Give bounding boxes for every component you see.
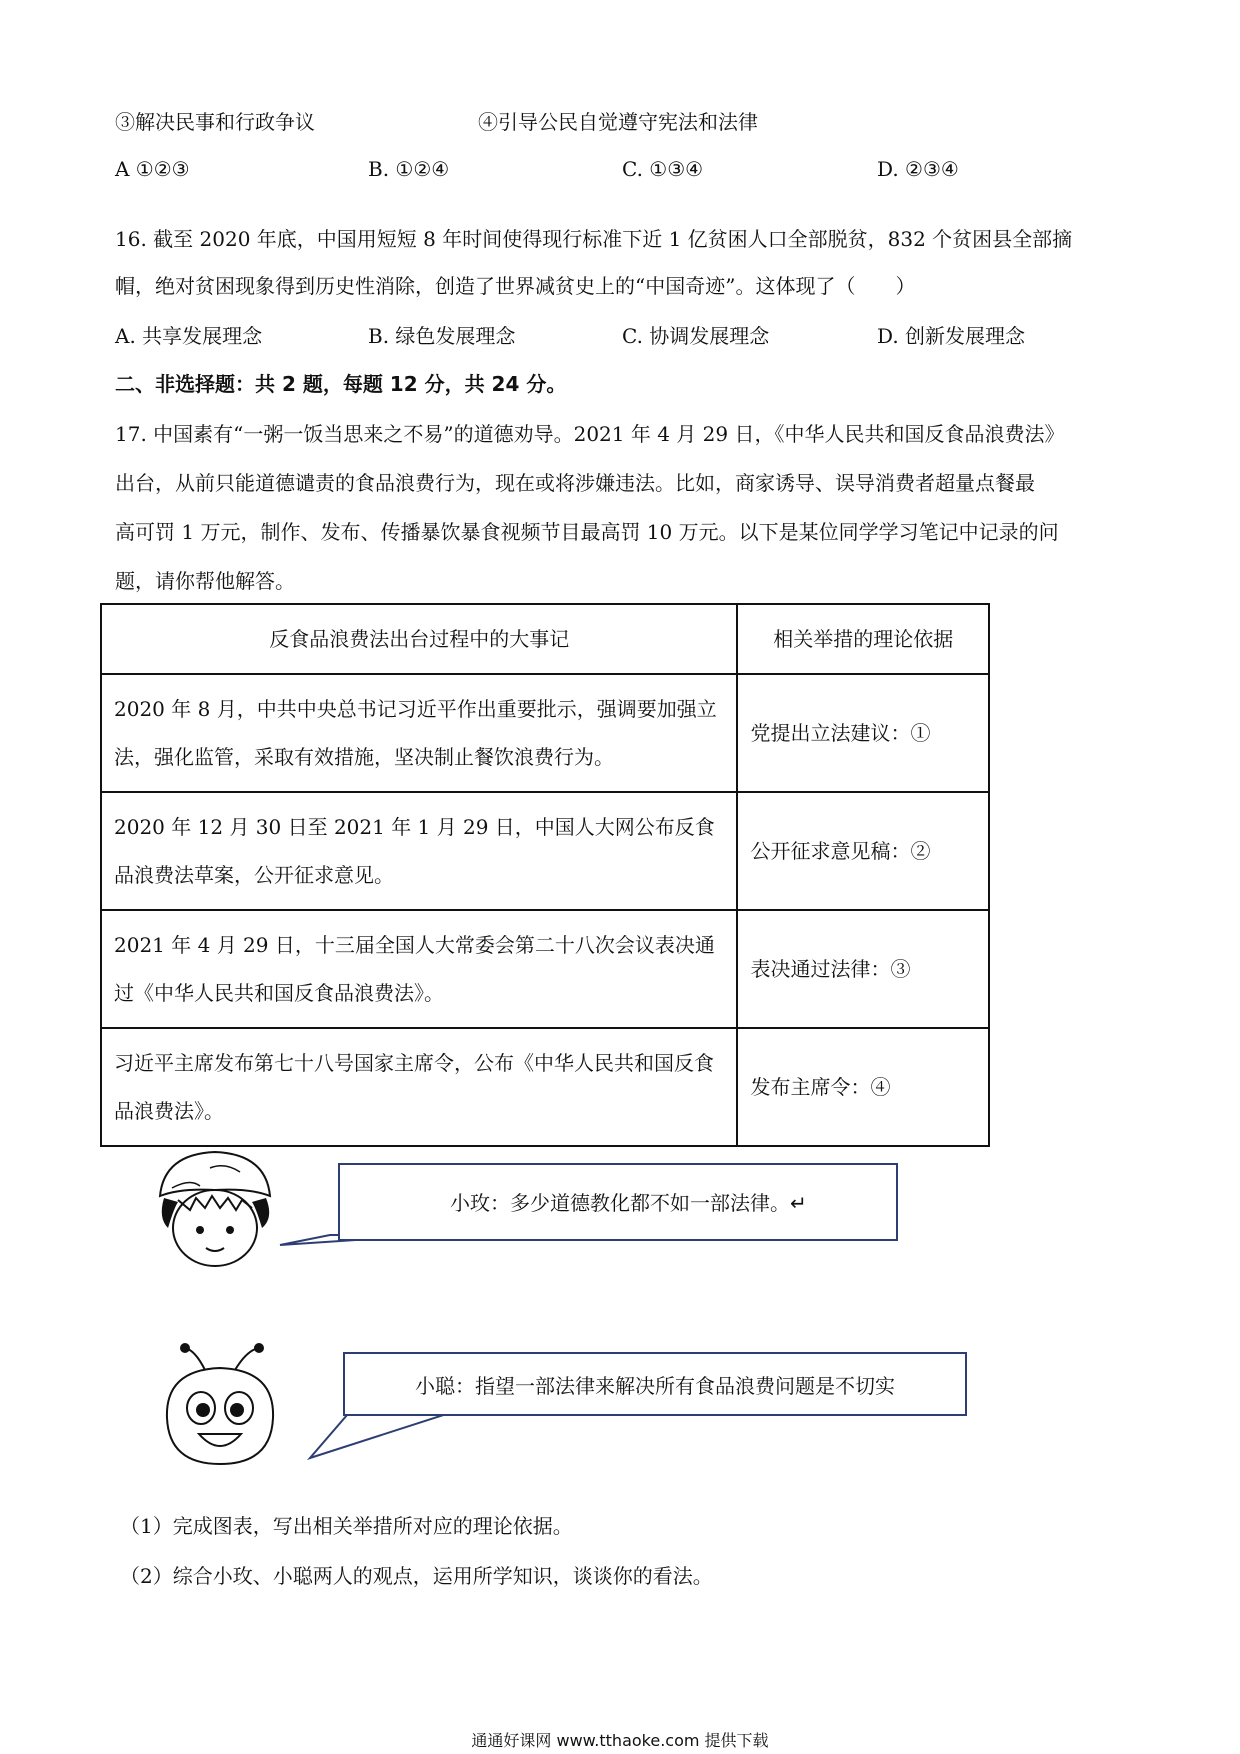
event-cell: 2021 年 4 月 29 日，十三届全国人大常委会第二十八次会议表决通过《中华人民共和国反食品浪费法》。 (101, 910, 737, 1028)
q16-option-b: B. 绿色发展理念 (368, 324, 516, 348)
table-row (101, 674, 989, 792)
q16-option-c: C. 协调发展理念 (622, 324, 770, 348)
speech-bubble-xiaomei (338, 1163, 898, 1241)
q15-item-3: ③解决民事和行政争议 (115, 110, 315, 134)
event-cell: 习近平主席发布第七十八号国家主席令，公布《中华人民共和国反食品浪费法》。 (101, 1028, 737, 1146)
basis-cell: 发布主席令：④ (737, 1028, 989, 1146)
q17-subquestion-1: （1）完成图表，写出相关举措所对应的理论依据。 (120, 1514, 573, 1538)
table-row (101, 1028, 989, 1146)
basis-cell: 党提出立法建议：① (737, 674, 989, 792)
q15-option-d: D. ②③④ (877, 157, 959, 181)
q16-stem-line2: 帽，绝对贫困现象得到历史性消除，创造了世界减贫史上的“中国奇迹”。这体现了（ ） (115, 274, 916, 298)
header-events: 反食品浪费法出台过程中的大事记 (101, 604, 737, 674)
basis-cell: 表决通过法律：③ (737, 910, 989, 1028)
event-cell: 2020 年 8 月，中共中央总书记习近平作出重要批示，强调要加强立法，强化监管，采取有效措施，坚决制止餐饮浪费行为。 (101, 674, 737, 792)
q16-option-a: A. 共享发展理念 (115, 324, 263, 348)
q15-option-a: A ①②③ (115, 157, 190, 181)
q17-stem-line1: 17. 中国素有“一粥一饭当思来之不易”的道德劝导。2021 年 4 月 29 日，《中华人民共和国反食品浪费法》 (115, 422, 1065, 446)
page-footer: 通通好课网 www.tthaoke.com 提供下载 (471, 1731, 769, 1750)
q17-stem-line2: 出台，从前只能道德谴责的食品浪费行为，现在或将涉嫌违法。比如，商家诱导、误导消费者超量点餐最 (115, 471, 1035, 495)
xiaocong-quote: 小聪：指望一部法律来解决所有食品浪费问题是不切实 (415, 1374, 895, 1398)
table-row (101, 792, 989, 910)
event-cell: 2020 年 12 月 30 日至 2021 年 1 月 29 日，中国人大网公布反食品浪费法草案，公开征求意见。 (101, 792, 737, 910)
q15-option-b: B. ①②④ (368, 157, 450, 181)
section-2-heading: 二、非选择题：共 2 题，每题 12 分，共 24 分。 (115, 372, 567, 396)
q17-stem-line4: 题，请你帮他解答。 (115, 569, 295, 593)
basis-cell: 公开征求意见稿：② (737, 792, 989, 910)
q16-stem-line1: 16. 截至 2020 年底，中国用短短 8 年时间使得现行标准下近 1 亿贫困人口全部脱贫，832 个贫困县全部摘 (115, 227, 1073, 251)
events-table (100, 603, 990, 1147)
q16-option-d: D. 创新发展理念 (877, 324, 1026, 348)
q15-item-4: ④引导公民自觉遵守宪法和法律 (478, 110, 758, 134)
q15-option-c: C. ①③④ (622, 157, 704, 181)
speech-bubble-xiaocong (343, 1352, 967, 1416)
q17-subquestion-2: （2）综合小玫、小聪两人的观点，运用所学知识，谈谈你的看法。 (120, 1564, 713, 1588)
table-header-row (101, 604, 989, 674)
xiaomei-quote: 小玫：多少道德教化都不如一部法律。↵ (450, 1191, 807, 1215)
q17-stem-line3: 高可罚 1 万元，制作、发布、传播暴饮暴食视频节目最高罚 10 万元。以下是某位同学学习笔记中记录的问 (115, 520, 1059, 544)
girl-cartoon-icon (150, 1148, 280, 1273)
bug-cartoon-icon (155, 1340, 285, 1470)
header-basis: 相关举措的理论依据 (737, 604, 989, 674)
table-row (101, 910, 989, 1028)
